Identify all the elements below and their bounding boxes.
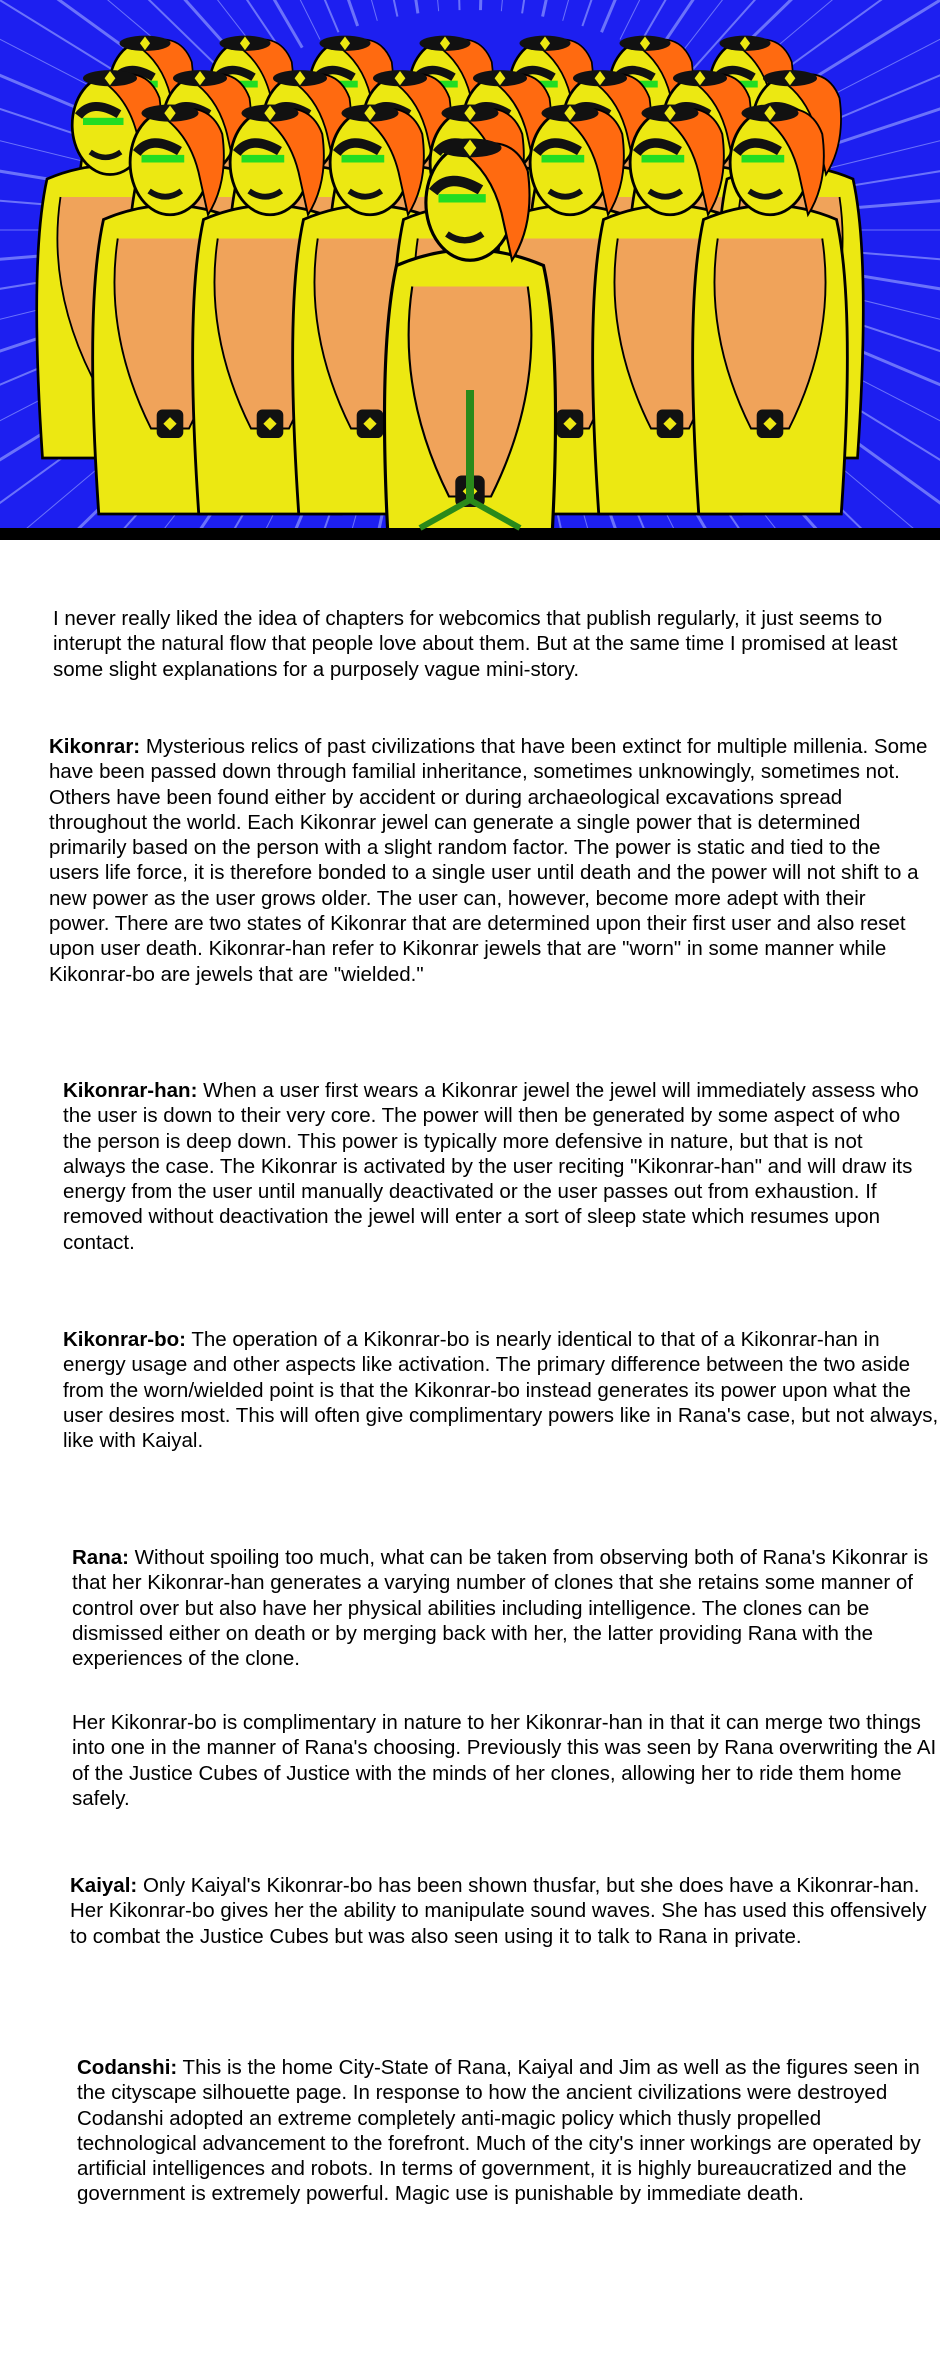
panel-floor [0,528,940,540]
kaiyal-text: Only Kaiyal's Kikonrar-bo has been shown thusfar, but she does have a Kikonrar-han. Her Kikonrar-bo gives her the ability to manipulate sound waves. She has used this offensively to combat the Justice Cubes but was also seen using it to talk to Rana in private. [70,1874,927,1948]
kikonrar-han-heading: Kikonrar-han: [63,1079,198,1102]
kaiyal-heading: Kaiyal: [70,1874,138,1897]
kikonrar-bo-section [63,1327,940,1453]
codanshi-text: This is the home City-State of Rana, Kaiyal and Jim as well as the figures seen in the cityscape silhouette page. In response to how the ancient civilizations were destroyed Codanshi adopted an extreme completely anti-magic policy which thusly propelled technological advancement to the forefront. Much of the city's inner workings are operated by artificial intelligences and robots. In terms of government, it is highly bureaucratized and the government is extremely powerful. Magic use is punishable by immediate death. [77,2056,921,2206]
kikonrar-heading: Kikonrar: [49,735,141,758]
rana-bo-paragraph [72,1710,938,1811]
kaiyal-section [70,1873,930,1949]
rana-section [72,1545,938,1671]
rana-bo-text: Her Kikonrar-bo is complimentary in nature to her Kikonrar-han in that it can merge two things into one in the manner of Rana's choosing. Previously this was seen by Rana overwriting the AI of the Justice Cubes of Justice with the minds of her clones, allowing her to ride them home safely. [72,1711,937,1810]
intro-paragraph [53,606,911,682]
rana-text: Without spoiling too much, what can be taken from observing both of Rana's Kikonrar is that her Kikonrar-han generates a varying number of clones that she retains some manner of control over but also have her physical abilities including intelligence. The clones can be dismissed either on death or by merging back with her, the latter providing Rana with the experiences of the clone. [72,1546,929,1671]
comic-panel [0,0,940,540]
clone-crowd [37,36,864,540]
rana-heading: Rana: [72,1546,129,1569]
kikonrar-han-text: When a user first wears a Kikonrar jewel the jewel will immediately assess who the user is down to their very core. The power will then be generated by some aspect of who the person is deep down. This power is typically more defensive in nature, but that is not always the case. The Kikonrar is activated by the user reciting "Kikonrar-han" and will draw its energy from the user until manually deactivated or the user passes out from exhaustion. If removed without deactivation the jewel will enter a sort of sleep state which resumes upon contact. [63,1079,919,1254]
kikonrar-bo-text: The operation of a Kikonrar-bo is nearly identical to that of a Kikonrar-han in energy usage and other aspects like activation. The primary difference between the two aside from the worn/wielded point is that the Kikonrar-bo instead generates its power upon what the user desires most. This will often give complimentary powers like in Rana's case, but not always, like with Kaiyal. [63,1328,939,1453]
kikonrar-section [49,734,929,987]
kikonrar-text: Mysterious relics of past civilizations that have been extinct for multiple millenia. Some have been passed down through familial inheritance, sometimes unknowingly, sometimes not. Others have been found either by accident or during archaeological excavations spread throughout the world. Each Kikonrar jewel can generate a single power that is determined primarily based on the person with a slight random factor. The power is static and tied to the users life force, it is therefore bonded to a single user until death and the power will not shift to a new power as the user grows older. The user can, however, become more adept with their power. There are two states of Kikonrar that are determined upon their first user and also reset upon user death. Kikonrar-han refer to Kikonrar jewels that are "worn" in some manner while Kikonrar-bo are jewels that are "wielded." [49,735,928,986]
codanshi-heading: Codanshi: [77,2056,178,2079]
intro-text: I never really liked the idea of chapters for webcomics that publish regularly, it just seems to interupt the natural flow that people love about them. But at the same time I promised at least some slight explanations for a purposely vague mini-story. [53,607,898,681]
kikonrar-bo-heading: Kikonrar-bo: [63,1328,186,1351]
crowd-of-rana-clones-illustration [0,0,940,540]
kikonrar-han-section [63,1078,921,1255]
codanshi-section [77,2055,927,2207]
